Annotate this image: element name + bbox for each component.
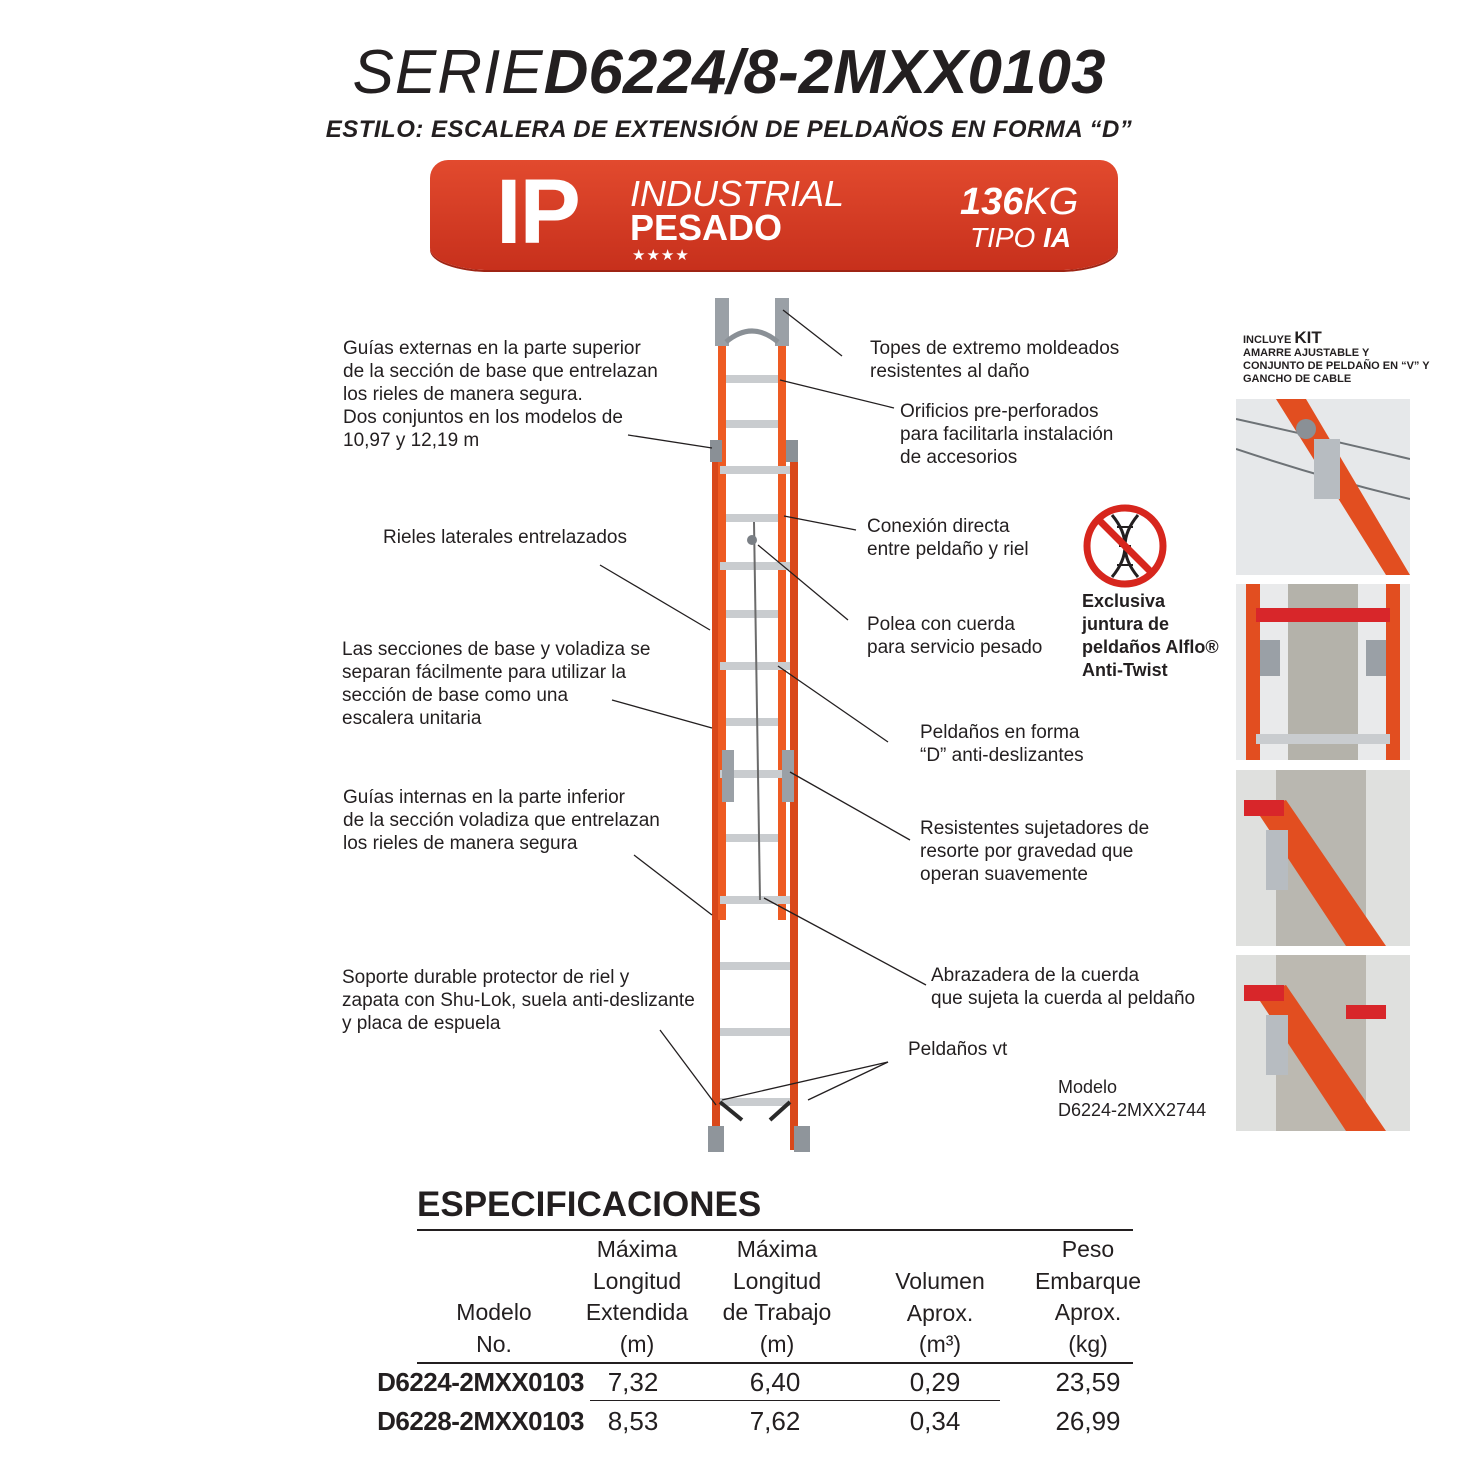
header-weight: Peso Embarque Aprox. (kg) <box>1034 1236 1142 1357</box>
callout-pulley: Polea con cuerda para servicio pesado <box>867 614 1043 658</box>
cell-model: D6228-2MXX0103 <box>377 1406 584 1436</box>
load-unit: KG <box>1023 181 1079 223</box>
specs-rule-row <box>590 1400 1000 1401</box>
cell-weight: 23,59 <box>1055 1367 1121 1397</box>
cell-working-length: 6,40 <box>749 1367 801 1397</box>
rating-code: IP <box>496 161 579 263</box>
kit-title: KIT <box>1294 328 1322 347</box>
header-volume: Volumen Aprox. (m³) <box>895 1268 985 1357</box>
table-row <box>0 1406 1458 1440</box>
header-model: Modelo No. <box>456 1299 532 1357</box>
specs-rule-mid <box>417 1362 1133 1364</box>
no-twist-icon <box>1082 503 1168 589</box>
type-code: IA <box>1043 222 1072 253</box>
cell-volume: 0,29 <box>909 1367 961 1397</box>
kit-photo-3 <box>1236 770 1410 946</box>
anti-twist-label: Exclusiva juntura de peldaños Alflo® Anti-Twist <box>1082 591 1219 680</box>
header-extended-length: Máxima Longitud Extendida (m) <box>585 1236 689 1357</box>
cell-working-length: 7,62 <box>749 1406 801 1436</box>
model-note-label: Modelo <box>1058 1077 1118 1097</box>
cell-model: D6224-2MXX0103 <box>377 1367 584 1397</box>
rating-line-1: INDUSTRIAL <box>630 173 845 214</box>
callout-spring-locks: Resistentes sujetadores de resorte por gravedad que operan suavemente <box>920 818 1150 885</box>
series-code: D6224/8-2MXX0103 <box>543 38 1106 107</box>
series-prefix: SERIE <box>352 38 544 107</box>
callout-d-rungs: Peldaños en forma “D” anti-deslizantes <box>920 722 1084 766</box>
kit-prefix: INCLUYE <box>1243 334 1292 346</box>
callout-predrilled-holes: Orificios pre-perforados para facilitarla instalación de accesorios <box>900 401 1114 468</box>
cell-weight: 26,99 <box>1055 1406 1121 1436</box>
callout-outer-guides: Guías externas en la parte superior de la sección de base que entrelazan los rieles de manera segura. Dos conjuntos en los modelos de 10,97 y 12,19 m <box>343 338 658 451</box>
kit-photo-2 <box>1236 584 1410 760</box>
rating-line-2: PESADO <box>630 207 783 248</box>
specs-title: ESPECIFICACIONES <box>417 1185 762 1224</box>
model-note-code: D6224-2MXX2744 <box>1058 1100 1207 1120</box>
load-number: 136 <box>960 181 1024 223</box>
callout-inner-guides: Guías internas en la parte inferior de la sección voladiza que entrelazan los rieles de manera segura <box>343 787 660 854</box>
kit-photo-1 <box>1236 399 1410 575</box>
cell-volume: 0,34 <box>909 1406 961 1436</box>
callout-separable-sections: Las secciones de base y voladiza se separan fácilmente para utilizar la sección de base como una escalera unitaria <box>342 639 651 729</box>
callout-shoe-support: Soporte durable protector de riel y zapata con Shu-Lok, suela anti-deslizante y placa de espuela <box>342 967 695 1034</box>
callout-vt-rungs: Peldaños vt <box>908 1039 1008 1060</box>
cell-extended-length: 7,32 <box>607 1367 659 1397</box>
rating-stars: ★★★★ <box>632 247 690 264</box>
cell-extended-length: 8,53 <box>607 1406 659 1436</box>
callout-rope-clamp: Abrazadera de la cuerda que sujeta la cuerda al peldaño <box>931 965 1196 1009</box>
header-working-length: Máxima Longitud de Trabajo (m) <box>722 1236 832 1357</box>
table-row <box>0 1367 1458 1401</box>
callout-interlocked-rails: Rieles laterales entrelazados <box>383 527 627 548</box>
callout-end-caps: Topes de extremo moldeados resistentes al daño <box>870 338 1120 382</box>
callout-direct-connection: Conexión directa entre peldaño y riel <box>867 516 1029 560</box>
type-prefix: TIPO <box>970 222 1036 253</box>
model-note <box>1058 1076 1206 1122</box>
kit-description: AMARRE AJUSTABLE Y CONJUNTO DE PELDAÑO EN “V” Y GANCHO DE CABLE <box>1243 347 1430 385</box>
style-subtitle: ESTILO: ESCALERA DE EXTENSIÓN DE PELDAÑOS EN FORMA “D” <box>325 116 1133 143</box>
specs-rule-top <box>417 1229 1133 1231</box>
kit-photo-4 <box>1236 955 1410 1131</box>
kit-label <box>1243 328 1433 386</box>
